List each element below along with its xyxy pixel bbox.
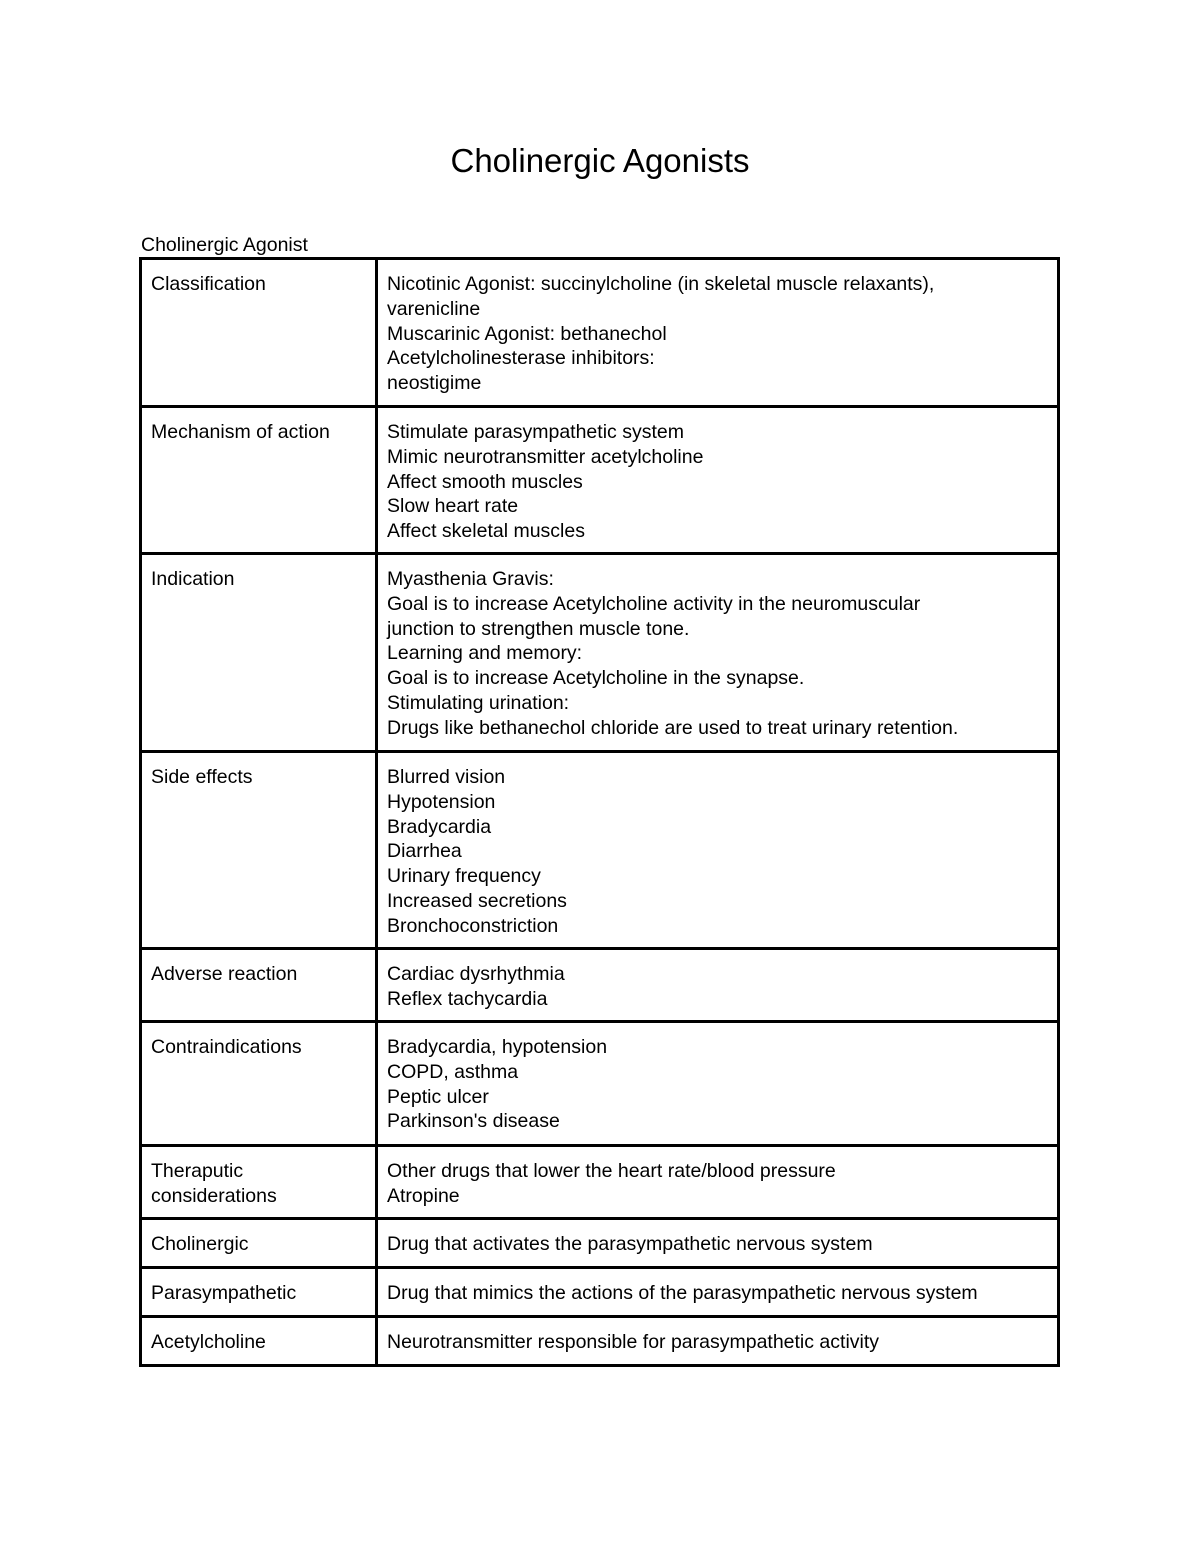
table-row-cholinergic [141, 1219, 1059, 1268]
table-row-classification [141, 259, 1059, 407]
table-caption: Cholinergic Agonist [141, 234, 308, 256]
row-content: Cardiac dysrhythmia Reflex tachycardia [377, 949, 1059, 1022]
table-row-parasympathetic [141, 1268, 1059, 1317]
row-label: Indication [141, 554, 377, 752]
row-label: Classification [141, 259, 377, 407]
row-label: Cholinergic [141, 1219, 377, 1268]
row-content: Stimulate parasympathetic system Mimic neurotransmitter acetylcholine Affect smooth muscles Slow heart rate Affect skeletal muscles [377, 407, 1059, 554]
row-content: Nicotinic Agonist: succinylcholine (in skeletal muscle relaxants), varenicline Muscarinic Agonist: bethanechol Acetylcholinesterase inhibitors: neostigime [377, 259, 1059, 407]
row-label: Side effects [141, 752, 377, 949]
row-content: Neurotransmitter responsible for parasympathetic activity [377, 1317, 1059, 1366]
document-title: Cholinergic Agonists [450, 142, 750, 179]
row-content: Blurred vision Hypotension Bradycardia Diarrhea Urinary frequency Increased secretions Bronchoconstriction [377, 752, 1059, 949]
row-content: Drug that mimics the actions of the parasympathetic nervous system [377, 1268, 1059, 1317]
table-row-indication [141, 554, 1059, 752]
table-row-contraindications [141, 1022, 1059, 1146]
row-label: Mechanism of action [141, 407, 377, 554]
row-content: Drug that activates the parasympathetic nervous system [377, 1219, 1059, 1268]
table-row-acetylcholine [141, 1317, 1059, 1366]
row-content: Bradycardia, hypotension COPD, asthma Peptic ulcer Parkinson's disease [377, 1022, 1059, 1146]
row-content: Myasthenia Gravis: Goal is to increase Acetylcholine activity in the neuromuscular junction to strengthen muscle tone. Learning and memory: Goal is to increase Acetylcholine in the synapse. Stimulating urination: Drugs like bethanechol chloride are used to treat urinary retention. [377, 554, 1059, 752]
table-row-adverse-reaction [141, 949, 1059, 1022]
row-label: Parasympathetic [141, 1268, 377, 1317]
row-content: Other drugs that lower the heart rate/blood pressure Atropine [377, 1146, 1059, 1219]
row-label: Acetylcholine [141, 1317, 377, 1366]
row-label: Contraindications [141, 1022, 377, 1146]
table-row-side-effects [141, 752, 1059, 949]
table-row-mechanism-of-action [141, 407, 1059, 554]
drug-info-table [139, 257, 1060, 1367]
row-label: Adverse reaction [141, 949, 377, 1022]
table-row-therapeutic-considerations [141, 1146, 1059, 1219]
row-label: Theraputic considerations [141, 1146, 377, 1219]
